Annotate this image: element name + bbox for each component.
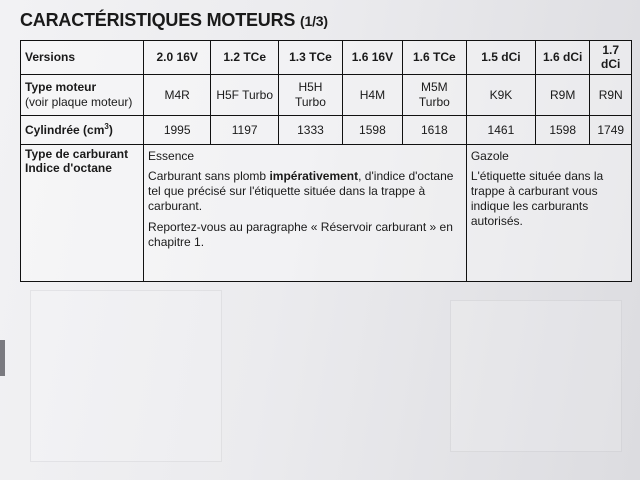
displacement-cell: 1333 [278, 115, 342, 144]
versions-header-label: Versions [21, 41, 144, 75]
displacement-title-end: ) [108, 123, 113, 138]
displacement-cell: 1618 [402, 115, 466, 144]
engine-type-title: Type moteur [25, 80, 97, 95]
petrol-text-after: , d'indice d'octane tel que précisé sur l'étiquette située dans la trappe à carburant. [148, 169, 454, 214]
displacement-title-text: Cylindrée (cm [25, 123, 105, 138]
fuel-type-title: Type de carburant [25, 146, 129, 161]
title-page-indicator: (1/3) [300, 13, 328, 29]
engine-type-cell: H5F Turbo [211, 74, 279, 115]
engine-type-label [21, 74, 144, 115]
displacement-cell: 1995 [144, 115, 211, 144]
engine-type-cell: R9M [535, 74, 589, 115]
octane-title: Indice d'octane [25, 161, 112, 176]
displacement-title [25, 122, 139, 137]
versions-header-row [21, 41, 632, 75]
engine-specs-table [20, 40, 632, 282]
engine-type-cell: H4M [342, 74, 402, 115]
fuel-row [21, 144, 632, 281]
version-header: 1.6 16V [342, 41, 402, 75]
version-header: 1.6 TCe [402, 41, 466, 75]
engine-type-note: (voir plaque moteur) [25, 94, 133, 109]
fuel-label [21, 144, 144, 281]
bleed-through-diagram [450, 300, 622, 452]
version-header: 2.0 16V [144, 41, 211, 75]
displacement-row [21, 115, 632, 144]
engine-type-cell: M4R [144, 74, 211, 115]
page-edge-marker [0, 340, 5, 376]
page-title [20, 10, 328, 31]
version-header: 1.5 dCi [466, 41, 535, 75]
petrol-fuel-cell [144, 144, 467, 281]
displacement-cell: 1749 [590, 115, 632, 144]
displacement-label [21, 115, 144, 144]
engine-type-cell: K9K [466, 74, 535, 115]
title-text: CARACTÉRISTIQUES MOTEURS [20, 10, 296, 30]
version-header: 1.2 TCe [211, 41, 279, 75]
petrol-type: Essence [148, 148, 195, 163]
engine-type-cell: R9N [590, 74, 632, 115]
engine-type-cell: H5H Turbo [278, 74, 342, 115]
version-header: 1.6 dCi [535, 41, 589, 75]
engine-type-cell: M5M Turbo [402, 74, 466, 115]
displacement-cell: 1598 [535, 115, 589, 144]
diesel-type: Gazole [470, 148, 509, 163]
petrol-text-before: Carburant sans plomb [148, 169, 270, 184]
displacement-unit-superscript: 3 [104, 122, 109, 132]
bleed-through-diagram [30, 290, 222, 462]
diesel-fuel-cell [466, 144, 631, 281]
displacement-cell: 1197 [211, 115, 279, 144]
petrol-description [148, 169, 462, 214]
displacement-cell: 1461 [466, 115, 535, 144]
version-header: 1.7 dCi [590, 41, 632, 75]
petrol-text-bold: impérativement [269, 169, 359, 184]
version-header: 1.3 TCe [278, 41, 342, 75]
diesel-description: L'étiquette située dans la trappe à carburant vous indique les carburants autorisés. [470, 169, 604, 229]
displacement-cell: 1598 [342, 115, 402, 144]
engine-type-row [21, 74, 632, 115]
petrol-reference: Reportez-vous au paragraphe « Réservoir carburant » en chapitre 1. [148, 220, 453, 250]
